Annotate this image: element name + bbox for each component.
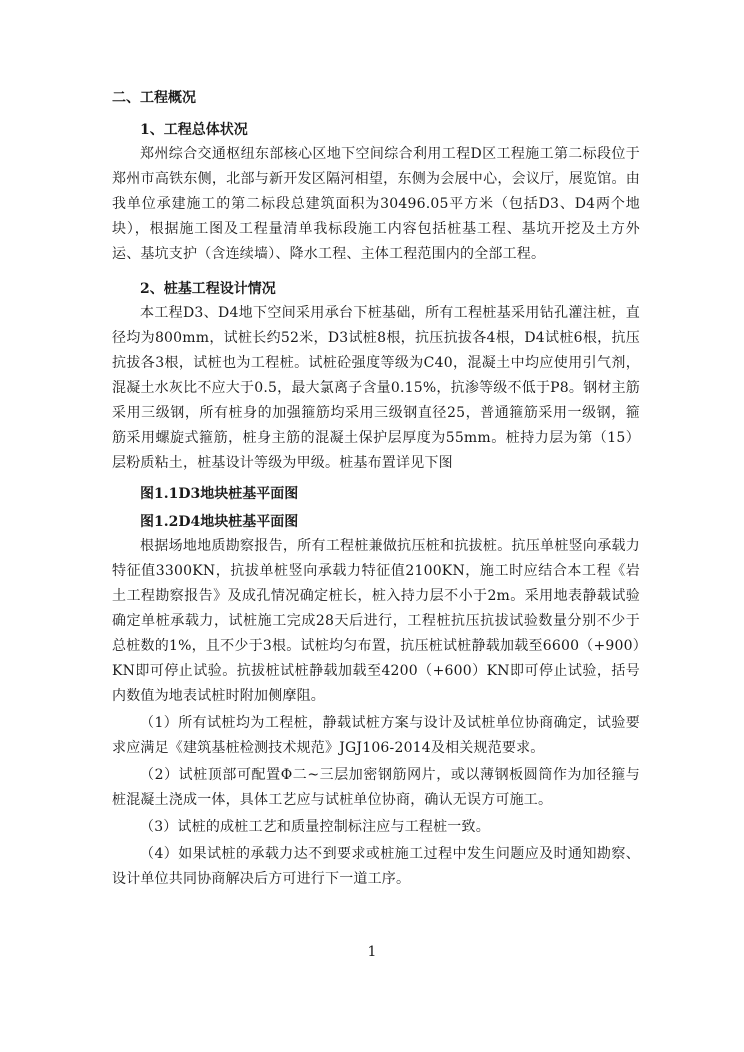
paragraph-overview: 郑州综合交通枢纽东部核心区地下空间综合利用工程D区工程施工第二标段位于郑州市高铁东侧，北部与新开发区隔河相望，东侧为会展中心，会议厅，展览馆。由我单位承建施工的第二标段总建筑面积为30496.05平方米（包括D3、D4两个地块），根据施工图及工程量清单我标段施工内容包括桩基工程、基坑开挖及土方外运、基坑支护（含连续墙）、降水工程、主体工程范围内的全部工程。 (112, 146, 640, 262)
list-item-2: （2）试桩顶部可配置Φ二~三层加密钢筋网片，或以薄钢板圆筒作为加径箍与桩混凝土浇成一体，具体工艺应与试桩单位协商，确认无误方可施工。 (112, 767, 640, 808)
subsection-title-pile-design: 2、桩基工程设计情况 (140, 281, 276, 297)
list-item-3: （3）试桩的成桩工艺和质量控制标注应与工程桩一致。 (140, 819, 490, 835)
page-number: 1 (367, 944, 377, 960)
list-item-1: （1）所有试桩均为工程桩，静载试桩方案与设计及试桩单位协商确定，试验要求应满足《建筑基桩检测技术规范》JGJ106-2014及相关规范要求。 (112, 715, 640, 756)
figure-caption-d4: 图1.2D4地块桩基平面图 (140, 514, 299, 530)
paragraph-load-test: 根据场地地质勘察报告，所有工程桩兼做抗压桩和抗拔桩。抗压单桩竖向承载力特征值3300KN，抗拔单桩竖向承载力特征值2100KN，施工时应结合本工程《岩土工程勘察报告》及成孔情况确定桩长，桩入持力层不小于2m。采用地表静载试验确定单桩承载力，试桩施工完成28天后进行，工程桩抗压抗拔试验数量分别不少于总桩数的1%，且不少于3根。试桩均匀布置，抗压桩试桩静载加载至6600（+900）KN即可停止试验。抗拔桩试桩静载加载至4200（+600）KN即可停止试验，括号内数值为地表试桩时附加侧摩阻。 (112, 538, 640, 704)
document-body (112, 88, 640, 892)
figure-caption-d3: 图1.1D3地块桩基平面图 (140, 486, 299, 502)
paragraph-pile-design: 本工程D3、D4地下空间采用承台下桩基础，所有工程桩基采用钻孔灌注桩，直径均为800mm，试桩长约52米，D3试桩8根，抗压抗拔各4根，D4试桩6根，抗压抗拔各3根，试桩也为工程桩。试桩砼强度等级为C40，混凝土中均应使用引气剂，混凝土水灰比不应大于0.5，最大氯离子含量0.15%，抗渗等级不低于P8。钢材主筋采用三级钢，所有桩身的加强箍筋均采用三级钢直径25，普通箍筋采用一级钢，箍筋采用螺旋式箍筋，桩身主筋的混凝土保护层厚度为55mm。桩持力层为第（15）层粉质粘土，桩基设计等级为甲级。桩基布置详见下图 (112, 305, 640, 471)
section-title: 二、工程概况 (112, 90, 196, 106)
list-item-4: （4）如果试桩的承载力达不到要求或桩施工过程中发生问题应及时通知勘察、设计单位共同协商解决后方可进行下一道工序。 (112, 846, 640, 887)
subsection-title-overview: 1、工程总体状况 (140, 122, 248, 138)
